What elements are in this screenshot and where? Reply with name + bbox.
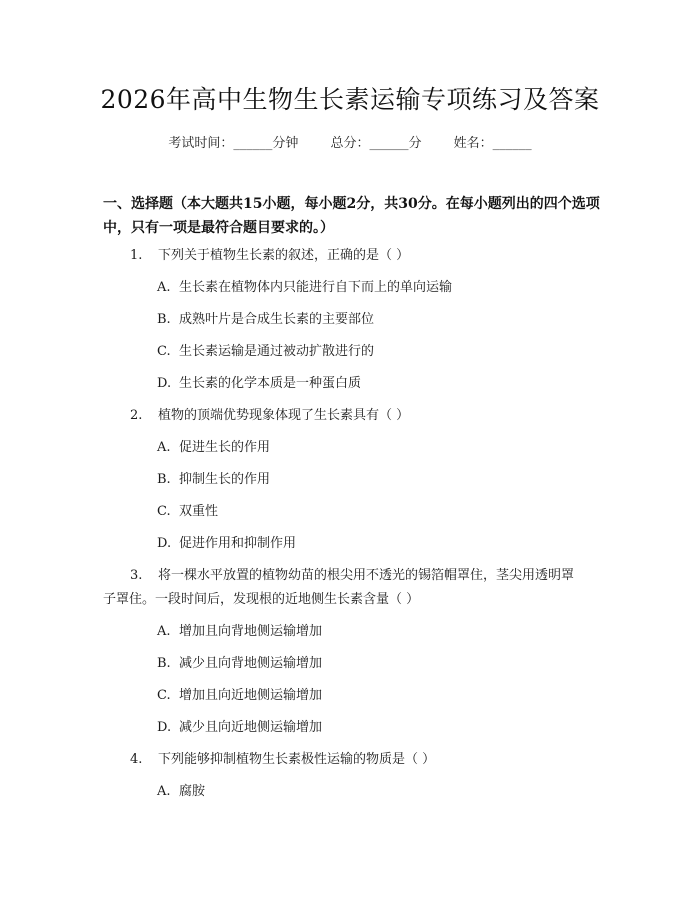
option-text: 促进生长的作用 (179, 440, 271, 455)
question-text: 植物的顶端优势现象体现了生长素具有（ ） (158, 408, 410, 423)
question-4 (130, 748, 435, 767)
option-letter: C. (157, 344, 171, 359)
question-3-option-d (157, 716, 322, 735)
question-1-option-d (157, 372, 361, 391)
question-3 (130, 564, 574, 583)
question-1-option-a (157, 276, 452, 295)
section-heading-choice: 一、选择题（本大题共15小题，每小题2分，共30分。在每小题列出的四个选项中，只有一项是最符合题目要求的。） (103, 196, 600, 236)
option-letter: B. (157, 656, 171, 671)
page-title: 2026年高中生物生长素运输专项练习及答案 (100, 85, 600, 114)
total-score-field: 总分：______分 (330, 136, 422, 151)
option-letter: B. (157, 312, 171, 327)
question-text-line2: 子罩住。一段时间后，发现根的近地侧生长素含量（ ） (103, 592, 420, 607)
question-4-option-a (157, 780, 205, 799)
option-text: 双重性 (179, 504, 219, 519)
question-3-continuation (103, 588, 419, 607)
option-text: 成熟叶片是合成生长素的主要部位 (179, 312, 375, 327)
option-letter: B. (157, 472, 171, 487)
option-letter: A. (157, 624, 171, 639)
option-text: 腐胺 (179, 784, 206, 799)
option-text: 促进作用和抑制作用 (179, 536, 297, 551)
question-2-option-c (157, 500, 218, 519)
option-text: 增加且向近地侧运输增加 (179, 688, 323, 703)
exam-time-field: 考试时间：______分钟 (168, 136, 299, 151)
option-letter: D. (157, 376, 172, 391)
option-text: 抑制生长的作用 (179, 472, 271, 487)
question-text-line1: 将一棵水平放置的植物幼苗的根尖用不透光的锡箔帽罩住，茎尖用透明罩 (158, 568, 575, 583)
option-text: 生长素运输是通过被动扩散进行的 (179, 344, 375, 359)
student-name-field: 姓名：______ (453, 136, 532, 151)
option-text: 减少且向背地侧运输增加 (179, 656, 323, 671)
option-letter: C. (157, 688, 171, 703)
question-3-option-a (157, 620, 322, 639)
option-letter: A. (157, 440, 171, 455)
option-letter: D. (157, 536, 172, 551)
question-2-option-a (157, 436, 270, 455)
question-1-option-c (157, 340, 374, 359)
question-2-option-d (157, 532, 296, 551)
question-text: 下列能够抑制植物生长素极性运输的物质是（ ） (158, 752, 436, 767)
option-letter: A. (157, 784, 171, 799)
question-text: 下列关于植物生长素的叙述，正确的是（ ） (158, 248, 410, 263)
question-3-option-b (157, 652, 322, 671)
option-letter: C. (157, 504, 171, 519)
question-2 (130, 404, 409, 423)
question-1 (130, 244, 409, 263)
option-text: 生长素在植物体内只能进行自下而上的单向运输 (179, 280, 453, 295)
question-number: 3. (130, 568, 143, 583)
question-number: 2. (130, 408, 143, 423)
option-text: 减少且向近地侧运输增加 (179, 720, 323, 735)
option-letter: D. (157, 720, 172, 735)
question-2-option-b (157, 468, 270, 487)
option-text: 增加且向背地侧运输增加 (179, 624, 323, 639)
question-number: 4. (130, 752, 143, 767)
option-text: 生长素的化学本质是一种蛋白质 (179, 376, 362, 391)
question-number: 1. (130, 248, 143, 263)
option-letter: A. (157, 280, 171, 295)
question-3-option-c (157, 684, 322, 703)
exam-info-line (0, 132, 700, 151)
question-1-option-b (157, 308, 374, 327)
